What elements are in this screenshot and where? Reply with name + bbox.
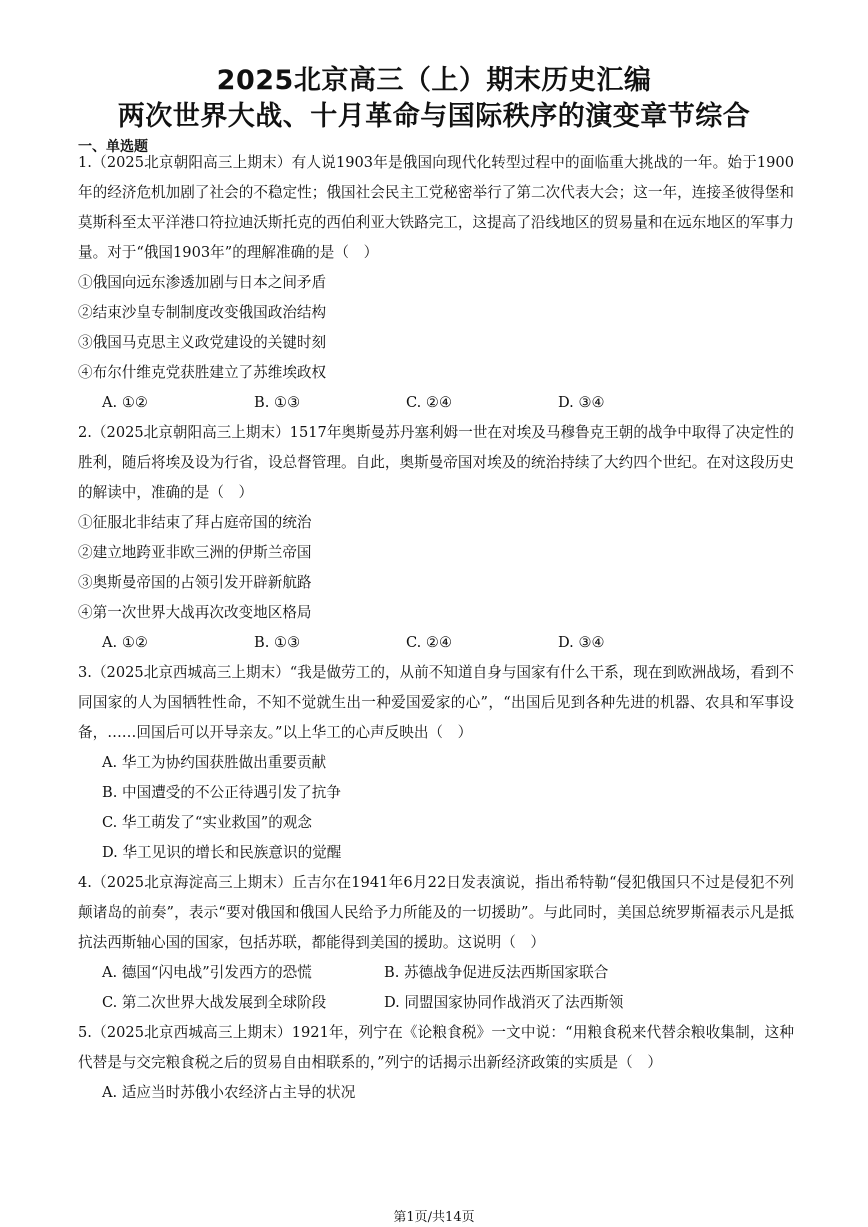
option-b: B. ①③ xyxy=(254,634,301,651)
statement-item: ①俄国向远东渗透加剧与日本之间矛盾 xyxy=(78,274,327,291)
option-a: A. 德国“闪电战”引发西方的恐慌 xyxy=(102,964,312,981)
option-c: C. 第二次世界大战发展到全球阶段 xyxy=(102,994,327,1011)
option-d: D. ③④ xyxy=(558,634,605,651)
option-a: A. ①② xyxy=(102,394,148,411)
question-3 xyxy=(78,658,794,868)
option-a: A. 适应当时苏俄小农经济占主导的状况 xyxy=(102,1084,356,1101)
statement-item: ③俄国马克思主义政党建设的关键时刻 xyxy=(78,334,327,351)
option-c: C. 华工萌发了“实业救国”的观念 xyxy=(102,814,312,831)
option-b: B. ①③ xyxy=(254,394,301,411)
option-d: D. 华工见识的增长和民族意识的觉醒 xyxy=(102,844,342,861)
section-heading: 一、单选题 xyxy=(78,139,148,155)
answer-options xyxy=(78,628,794,658)
option-a: A. 华工为协约国获胜做出重要贡献 xyxy=(102,754,327,771)
question-stem: 3.（2025北京西城高三上期末）“我是做劳工的，从前不知道自身与国家有什么干系，现在到欧洲战场，看到不同国家的人为国牺牲性命，不知不觉就生出一种爱国爱家的心”，“出国后见到各种先进的机器、农具和军事设备，……回国后可以开导亲友。”以上华工的心声反映出（ ） xyxy=(78,664,794,741)
statement-item: ④第一次世界大战再次改变地区格局 xyxy=(78,604,312,621)
question-list xyxy=(78,148,794,1108)
document-subtitle: 两次世界大战、十月革命与国际秩序的演变章节综合 xyxy=(117,101,751,132)
question-stem: 4.（2025北京海淀高三上期末）丘吉尔在1941年6月22日发表演说，指出希特勒“侵犯俄国只不过是侵犯不列颠诸岛的前奏”，表示“要对俄国和俄国人民给予力所能及的一切援助”。与此同时，美国总统罗斯福表示凡是抵抗法西斯轴心国的国家，包括苏联，都能得到美国的援助。这说明（ ） xyxy=(78,874,794,951)
question-stem: 1.（2025北京朝阳高三上期末）有人说1903年是俄国向现代化转型过程中的面临重大挑战的一年。始于1900年的经济危机加剧了社会的不稳定性；俄国社会民主工党秘密举行了第二次代表大会；这一年，连接圣彼得堡和莫斯科至太平洋港口符拉迪沃斯托克的西伯利亚大铁路完工，这提高了沿线地区的贸易量和在远东地区的军事力量。对于“俄国1903年”的理解准确的是（ ） xyxy=(78,154,794,261)
statement-item: ③奥斯曼帝国的占领引发开辟新航路 xyxy=(78,574,312,591)
question-4 xyxy=(78,868,794,1018)
option-a: A. ①② xyxy=(102,634,148,651)
document-title: 2025北京高三（上）期末历史汇编 xyxy=(216,65,652,96)
option-d: D. ③④ xyxy=(558,394,605,411)
answer-options xyxy=(78,388,794,418)
question-stem: 5.（2025北京西城高三上期末）1921年，列宁在《论粮食税》一文中说：“用粮食税来代替余粮收集制，这种代替是与交完粮食税之后的贸易自由相联系的，”列宁的话揭示出新经济政策的实质是（ ） xyxy=(78,1024,794,1071)
option-d: D. 同盟国家协同作战消灭了法西斯领 xyxy=(384,994,624,1011)
option-c: C. ②④ xyxy=(406,634,453,651)
question-2 xyxy=(78,418,794,658)
option-b: B. 中国遭受的不公正待遇引发了抗争 xyxy=(102,784,341,801)
statement-item: ①征服北非结束了拜占庭帝国的统治 xyxy=(78,514,312,531)
option-b: B. 苏德战争促进反法西斯国家联合 xyxy=(384,964,609,981)
question-1 xyxy=(78,148,794,418)
page-number: 第1页/共14页 xyxy=(393,1210,475,1225)
answer-options xyxy=(78,958,794,988)
question-stem: 2.（2025北京朝阳高三上期末）1517年奥斯曼苏丹塞利姆一世在对埃及马穆鲁克王朝的战争中取得了决定性的胜利，随后将埃及设为行省，设总督管理。自此，奥斯曼帝国对埃及的统治持续了大约四个世纪。在对这段历史的解读中，准确的是（ ） xyxy=(78,424,794,501)
option-c: C. ②④ xyxy=(406,394,453,411)
question-5 xyxy=(78,1018,794,1108)
statement-item: ②建立地跨亚非欧三洲的伊斯兰帝国 xyxy=(78,544,312,561)
statement-item: ④布尔什维克党获胜建立了苏维埃政权 xyxy=(78,364,327,381)
answer-options xyxy=(78,988,794,1018)
statement-item: ②结束沙皇专制制度改变俄国政治结构 xyxy=(78,304,327,321)
